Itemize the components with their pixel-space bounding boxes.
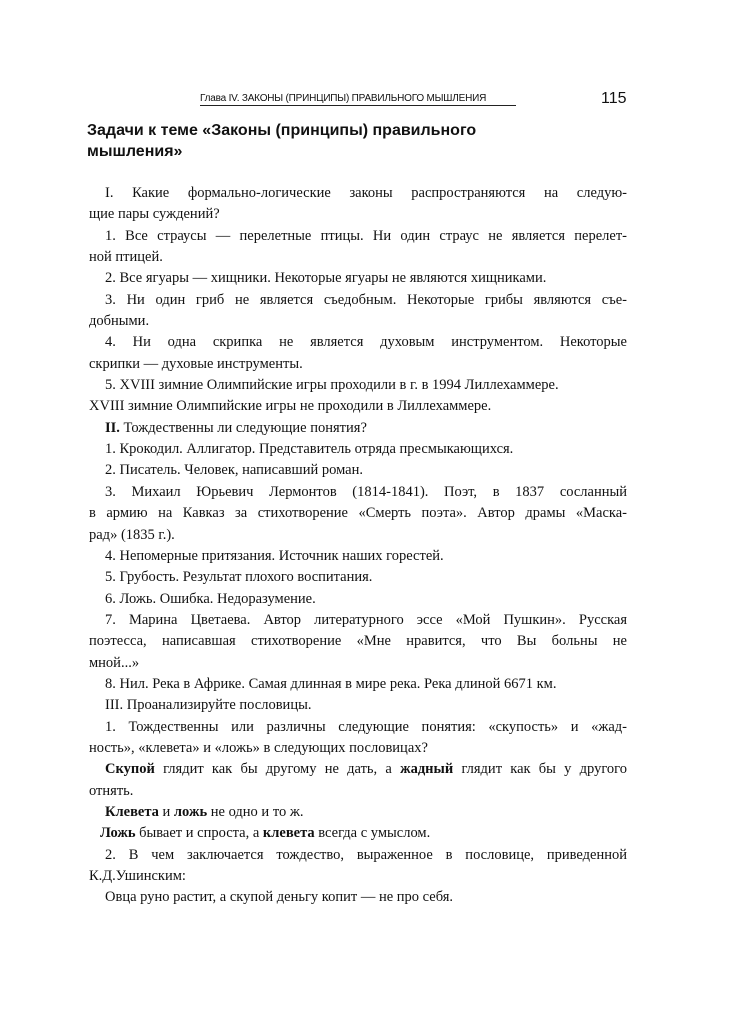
text-line: ной птицей. (89, 249, 163, 266)
text-line: XVIII зимние Олимпийские игры не проходили в Лиллехаммере. (89, 398, 492, 415)
text-line: 2. Писатель. Человек, написавший роман. (105, 462, 363, 479)
text-line (89, 802, 627, 823)
text-line: 3. Михаил Юрьевич Лермонтов (1814-1841). Поэт, в 1837 сосланный (105, 483, 627, 500)
text-line: 1. Крокодил. Аллигатор. Представитель отряда пресмыкающихся. (105, 441, 514, 458)
text-line: 7. Марина Цветаева. Автор литературного эссе «Мой Пушкин». Русская (105, 611, 627, 628)
text-line: 1. Тождественны или различны следующие понятия: «скупость» и «жад- (105, 718, 627, 735)
text-line (89, 823, 627, 844)
text-span: всегда с умыслом. (314, 825, 431, 842)
keyword-lozh: Ложь (100, 825, 136, 842)
text-line: 2. В чем заключается тождество, выраженное в пословице, приведенной (105, 846, 627, 863)
text-line (89, 418, 627, 439)
text-line: 5. Грубость. Результат плохого воспитания. (105, 569, 373, 586)
text-line: К.Д.Ушинским: (89, 868, 186, 884)
text-line: отнять. (89, 782, 134, 799)
page-number: 115 (601, 90, 627, 107)
text-span: глядит как бы у другого (453, 761, 627, 778)
keyword-skupoy: Скупой (105, 761, 155, 778)
text-line: 2. Все ягуары — хищники. Некоторые ягуары не являются хищниками. (105, 270, 547, 287)
running-header: Глава IV. ЗАКОНЫ (ПРИНЦИПЫ) ПРАВИЛЬНОГО МЫШЛЕНИЯ (200, 93, 516, 106)
body-text (89, 183, 627, 909)
keyword-lozh: ложь (173, 803, 208, 820)
text-span: Тождественны ли следующие понятия? (119, 419, 367, 436)
text-line: скрипки — духовые инструменты. (89, 355, 303, 372)
text-line: 3. Ни один гриб не является съедобным. Некоторые грибы являются съе- (105, 291, 627, 308)
text-line: рад» (1835 г.). (89, 526, 175, 543)
text-line: 4. Непомерные притязания. Источник наших горестей. (105, 547, 444, 564)
text-line: ность», «клевета» и «ложь» в следующих пословицах? (89, 739, 428, 756)
text-span: бывает и спроста, а (135, 825, 263, 842)
text-line: 1. Все страусы — перелетные птицы. Ни один страус не является перелет- (105, 227, 627, 244)
text-line: поэтесса, написавшая стихотворение «Мне нравится, что Вы больны не (89, 633, 627, 650)
keyword-zhadny: жадный (400, 761, 454, 778)
text-line: в армию на Кавказ за стихотворение «Смерть поэта». Автор драмы «Маска- (89, 505, 627, 522)
text-line: 5. XVIII зимние Олимпийские игры проходили в г. в 1994 Лиллехаммере. (105, 377, 559, 394)
text-line (89, 759, 627, 780)
text-line: 4. Ни одна скрипка не является духовым инструментом. Некоторые (105, 334, 627, 351)
text-line: III. Проанализируйте пословицы. (105, 697, 312, 714)
section-title: Задачи к теме «Законы (принципы) правильного мышления» (87, 122, 477, 160)
text-line: добными. (89, 313, 150, 330)
text-line: 8. Нил. Река в Африке. Самая длинная в мире река. Река длиной 6671 км. (105, 675, 557, 692)
text-line: мной...» (89, 654, 140, 671)
text-line: Овца руно растит, а скупой деньгу копит — не про себя. (105, 889, 454, 906)
section-number: II. (105, 419, 120, 436)
text-span: глядит как бы другому не дать, а (154, 761, 401, 778)
text-line: I. Какие формально-логические законы распространяются на следую- (105, 185, 627, 201)
text-line: 6. Ложь. Ошибка. Недоразумение. (105, 590, 316, 607)
text-span: не одно и то ж. (207, 803, 304, 820)
keyword-kleveta: Клевета (105, 803, 159, 820)
keyword-kleveta: клевета (262, 825, 315, 842)
text-line: щие пары суждений? (89, 206, 220, 223)
text-span: и (158, 803, 174, 820)
